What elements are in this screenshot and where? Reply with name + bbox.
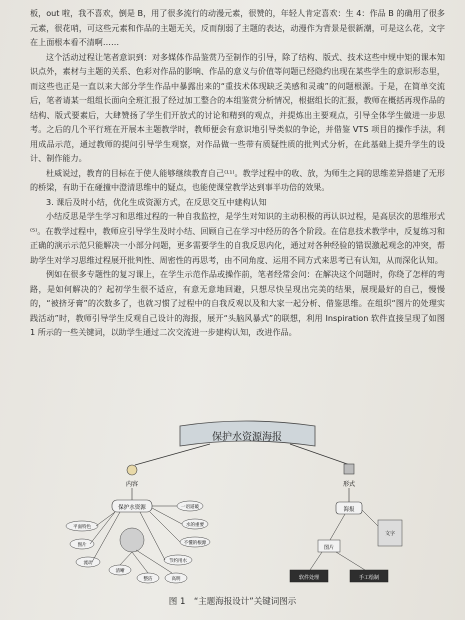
keyword-diagram: [60, 420, 430, 590]
paragraph-1: 板，out 啦，我不喜欢，倒是 B，用了很多流行的动漫元素，很赞的，年轻人肯定喜欢：生 4：作品 B 的确用了很多元素，很花哨，可这些元素和作品的主题无关，反而削弱了主题的表达，动漫作为背景是很新潮，可是这么花，文字在上面根本看不清啊……: [30, 8, 445, 47]
node-software: 软件处理: [298, 575, 320, 581]
earth-icon: [120, 528, 144, 552]
node-smart: 高明: [171, 577, 181, 582]
paragraph-5: 例如在很多专题性的复习课上，在学生示范作品或操作前，笔者经常会问：在解决这个问题时，你绕了怎样的弯路，是如何解决的？起初学生很不适应，有意无意地回避，只想尽快呈现出完美的结果，展现最好的自己，慢慢的，“被挤牙膏”的次数多了，也就习惯了过程中的自我反观以及和大家一起分析、借鉴思维。在组织“图片的处理实践活动”时，教师引导学生反观自己设计的海报，展开“头脑风暴式”的联想，利用 Inspiration 软件直接呈现了如图 1 所示的一些关键词，以助学生通过二次交流进一步建构认知，改进作品。: [30, 269, 445, 337]
node-yiyu: 一语道破: [181, 505, 199, 510]
node-poster: 海报: [343, 507, 355, 513]
brush-icon: [344, 464, 354, 474]
section-heading: 3. 课后及时小结，优化生成资源方式，在反思交互中建构认知: [46, 196, 267, 207]
branch-left-label: 内容: [125, 481, 139, 488]
paragraph-4: 小结反思是学生学习和思维过程的一种自我监控，是学生对知识的主动积极的再认识过程，是高层次的思维形式⁽⁵⁾。在教学过程中，教师应引导学生及时小结、回顾自己在学习中经历的各个阶段。在信息技术教学中，反复练习和正确的演示示范只能解决一小部分问题，更多需要学生的自我反思内化，通过对各种经验的错误激起观念的冲突，帮助学生对学习思维过程展开批判性、周密性的再思考，由不同角度、运用不同方式来思考已有认知，从而深化认知。: [30, 211, 445, 265]
node-plane: 平面特色: [73, 525, 91, 530]
node-tidy: 整洁: [143, 577, 153, 582]
figure-caption: 图 1 “主题海报设计”关键词图示: [168, 597, 297, 607]
node-root: 不懂的根源: [183, 541, 207, 546]
node-image: 图片: [323, 545, 335, 551]
node-importance: 水的重要: [186, 523, 204, 528]
diagram-title: 保护水资源海报: [212, 432, 282, 443]
node-clear: 清晰: [115, 569, 125, 574]
branch-right-label: 形式: [342, 481, 356, 488]
node-flow: 流动: [83, 561, 93, 566]
paragraph-3: 杜威说过，教育的目标在于使人能够继续教育自己⁽¹¹⁾。教学过程中的收、放，为师生之间的思维差异搭建了无形的桥梁，有助于在碰撞中澄清思维中的疑点，也能使课堂教学达到事半功倍的效果。: [30, 167, 445, 192]
bulb-icon: [127, 465, 137, 475]
node-protect-water: 保护水资源: [118, 505, 146, 511]
paragraph-2: 这个活动过程让笔者意识到：对多媒体作品鉴赏乃至制作的引导，除了结构、版式、技术这些中规中矩的课本知识点外，素材与主题的关系、色彩对作品的影响、作品的意义与价值等问题已经隐约出现在某些学生的意识形态里，而这些也正是一直以来大部分学生作品中暴露出来的“重技术体现缺乏美感和灵魂”的问题根源。于是，在简单交流后，笔者请某一组组长面向全班汇报了经过加工整合的本组鉴赏分析情况，根据组长的汇报，教师在概括再现作品的结构、版式要素后，大肆赞扬了学生们开放式的讨论和精到的观点，并提炼出主要观点，引导全体学生做进一步思考。之后的几个平行班在开展本主题教学时，教师便会有意识地引导类似的争论，并借鉴 VTS 项目的操作手法，利用成品示范，通过教师的提问引导学生观察，对作品做一些带有质疑性质的批判式分析，在此基础上提升学生的设计、制作能力。: [30, 51, 445, 163]
node-text: 文字: [384, 531, 396, 537]
node-hand: 手工绘制: [358, 575, 380, 581]
node-save-water: 节约用水: [169, 559, 187, 564]
node-picture: 图片: [77, 543, 87, 548]
body-text: [30, 6, 445, 340]
